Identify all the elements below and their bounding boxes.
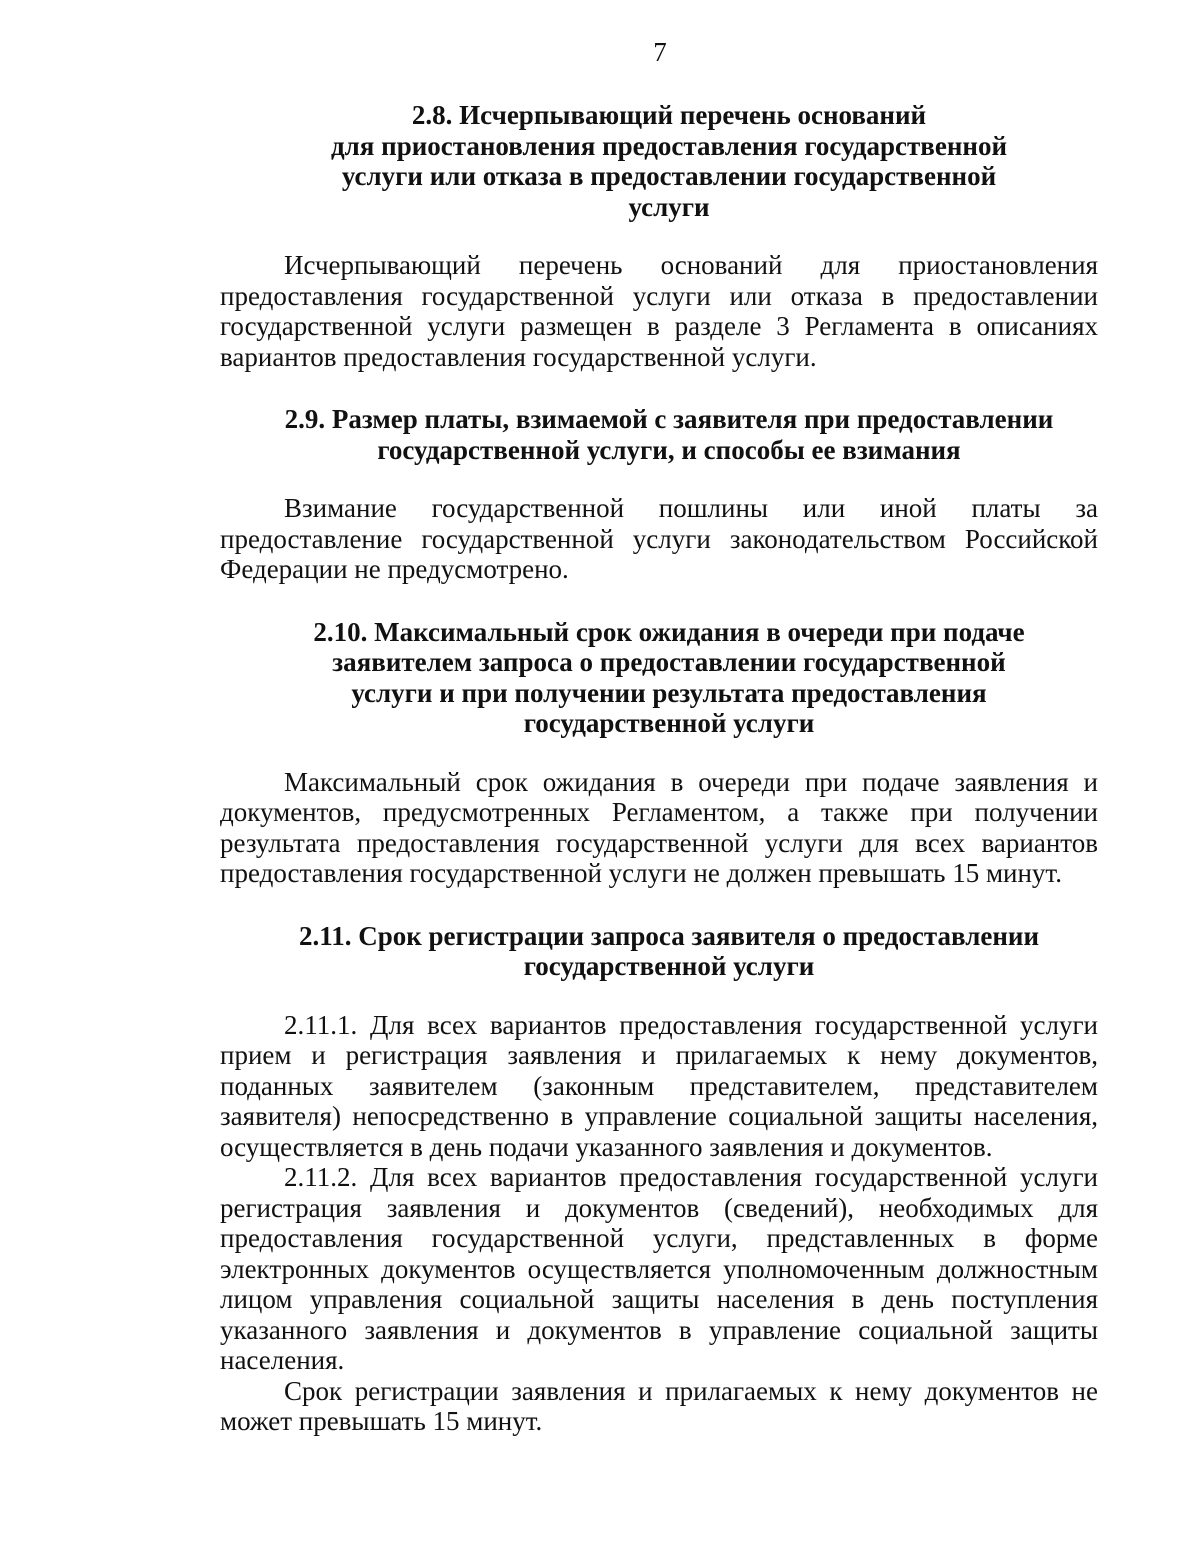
section-paragraph: Исчерпывающий перечень оснований для приостановления предоставления государственной услуги или отказа в предоставлении государственной услуги размещен в разделе 3 Регламента в описаниях вариантов предоставления государственной услуги.	[220, 250, 1098, 372]
section-paragraph: Взимание государственной пошлины или иной платы за предоставление государственной услуги законодательством Российской Федерации не предусмотрено.	[220, 493, 1098, 584]
section-2-11	[220, 921, 1098, 1437]
section-heading: 2.8. Исчерпывающий перечень оснований для приостановления предоставления государственной услуги или отказа в предоставлении государственной услуги	[330, 100, 1007, 222]
section-heading: 2.10. Максимальный срок ожидания в очереди при подаче заявителем запроса о предоставлении государственной услуги и при получении результата предоставления государственной услуги	[313, 616, 1025, 738]
document-body	[220, 100, 1098, 1469]
section-paragraph: 2.11.2. Для всех вариантов предоставления государственной услуги регистрация заявления и документов (сведений), необходимых для предоставления государственной услуги, представленных в форме электронных документов осуществляется уполномоченным должностным лицом управления социальной защиты населения в день поступления указанного заявления и документов в управление социальной защиты населения.	[220, 1162, 1098, 1375]
section-2-8	[220, 100, 1098, 372]
section-2-10	[220, 617, 1098, 889]
section-paragraph: Срок регистрации заявления и прилагаемых к нему документов не может превышать 15 минут.	[220, 1375, 1098, 1436]
section-heading: 2.9. Размер платы, взимаемой с заявителя при предоставлении государственной услуги, и способы ее взимания	[284, 404, 1054, 465]
page-number: 7	[653, 37, 667, 67]
section-paragraph: 2.11.1. Для всех вариантов предоставления государственной услуги прием и регистрация заявления и прилагаемых к нему документов, поданных заявителем (законным представителем, представителем заявителя) непосредственно в управление социальной защиты населения, осуществляется в день подачи указанного заявления и документов.	[220, 1009, 1098, 1162]
section-heading: 2.11. Срок регистрации запроса заявителя о предоставлении государственной услуги	[298, 920, 1040, 981]
section-paragraph: Максимальный срок ожидания в очереди при подаче заявления и документов, предусмотренных Регламентом, а также при получении результата предоставления государственной услуги для всех вариантов предоставления государственной услуги не должен превышать 15 минут.	[220, 766, 1098, 888]
section-2-9	[220, 404, 1098, 585]
